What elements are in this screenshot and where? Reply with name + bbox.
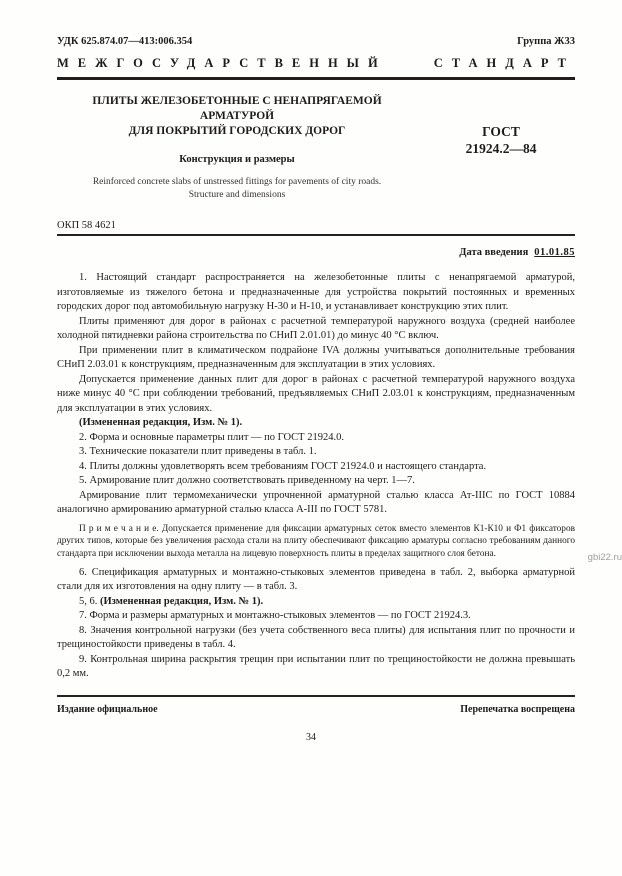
standard-word-1: МЕЖГОСУДАРСТВЕННЫЙ [57,56,387,70]
clause-5-continued: Армирование плит термомеханически упрочненной арматурной сталью класса Ат-IIIС по ГОСТ 10884 аналогично армированию арматурной сталью класса А-III по ГОСТ 5781. [57,489,575,515]
clause-6: 6. Спецификация арматурных и монтажно-стыковых элементов приведена в табл. 2, выборка арматурной стали для их изготовления на одну плиту — в табл. 3. [57,566,575,593]
udk-code: УДК 625.874.07—413:006.354 [57,36,193,47]
title-area [57,92,575,202]
document-title-english-line-1: Reinforced concrete slabs of unstressed fittings for pavements of city roads. [92,177,382,187]
standard-word-2: СТАНДАРТ [433,56,575,70]
title-column [57,92,427,202]
watermark-text: gbi22.ru [587,552,622,563]
document-body [57,271,575,682]
official-edition-label: Издание официальное [57,703,158,715]
clause-5: 5. Армирование плит должно соответствовать приведенному на черт. 1—7. [79,475,415,486]
gost-number: 21924.2—84 [465,141,537,156]
paragraph-3: При применении плит в климатическом подрайоне IVA должны учитываться дополнительные требования СНиП 2.03.01 к конструкциям, предназначенным для эксплуатации в этих условиях. [57,344,575,370]
introduction-date-value: 01.01.85 [534,247,575,258]
standard-type-heading [57,56,575,71]
classification-row [57,36,575,47]
header-rule [57,77,575,80]
document-title-line-1: ПЛИТЫ ЖЕЛЕЗОБЕТОННЫЕ С НЕНАПРЯГАЕМОЙ АРМАТУРОЙ [92,95,382,122]
footer-rule [57,695,575,697]
document-title [57,94,417,139]
introduction-date [57,247,575,258]
paragraph-2: Плиты применяют для дорог в районах с расчетной температурой наружного воздуха (средней наиболее холодной пятидневки района строительства по СНиП 2.01.01) до минус 40 °С включ. [57,315,575,341]
clause-4: 4. Плиты должны удовлетворять всем требованиям ГОСТ 21924.0 и настоящего стандарта. [79,460,487,472]
amendment-note-1: (Измененная редакция, Изм. № 1). [79,417,243,428]
amendment-note-2-bold: (Измененная редакция, Изм. № 1). [100,595,264,607]
document-title-line-2: ДЛЯ ПОКРЫТИЙ ГОРОДСКИХ ДОРОГ [128,125,346,137]
clause-8: 8. Значения контрольной нагрузки (без учета собственного веса плиты) для испытания плит по прочности и трещиностойкости приведены в табл. 4. [57,624,575,651]
okp-code: ОКП 58 4621 [57,220,575,236]
document-subtitle: Конструкция и размеры [179,154,295,165]
amendment-note-2-prefix: 5, 6. [79,595,100,607]
page-number: 34 [306,731,316,743]
clause-2: 2. Форма и основные параметры плит — по ГОСТ 21924.0. [79,431,344,443]
introduction-date-label: Дата введения [459,247,529,258]
clause-3: 3. Технические показатели плит приведены в табл. 1. [79,446,317,457]
paragraph-4: Допускается применение данных плит для дорог в районах с расчетной температурой наружного воздуха ниже минус 40 °С при соблюдении требований, предъявляемых СНиП 2.03.01 к конструкциям, предназначенным для эксплуатации в этих условиях. [57,373,575,414]
document-title-english [57,176,417,202]
note-paragraph: П р и м е ч а н и е. Допускается применение для фиксации арматурных сеток вместо элементов К1-К10 и Ф1 фиксаторов других типов, которые без увеличения расхода стали на плиту обеспечивают фиксацию арматуры согласно требованиям данного стандарта при исключении выхода металла на лицевую поверхность плиты в пределах защитного слоя бетона. [57,523,575,560]
gost-label: ГОСТ [482,124,520,139]
amendment-note-2 [57,595,575,610]
group-code: Группа Ж33 [517,36,575,47]
gost-designation [427,92,575,202]
footer [57,704,575,715]
paragraph-1: 1. Настоящий стандарт распространяется на железобетонные плиты с ненапрягаемой арматурой, изготовляемые из тяжелого бетона и предназначенные для устройства покрытий постоянных и временных городских дорог под автомобильную нагрузку Н-30 и Н-10, и устанавливает конструкцию этих плит. [57,272,575,312]
reprint-prohibited-label: Перепечатка воспрещена [460,703,575,715]
clause-7: 7. Форма и размеры арматурных и монтажно-стыковых элементов — по ГОСТ 21924.3. [79,610,471,622]
document-title-english-line-2: Structure and dimensions [188,190,286,200]
clause-9: 9. Контрольная ширина раскрытия трещин при испытании плит по трещиностойкости не должна превышать 0,2 мм. [57,653,575,680]
